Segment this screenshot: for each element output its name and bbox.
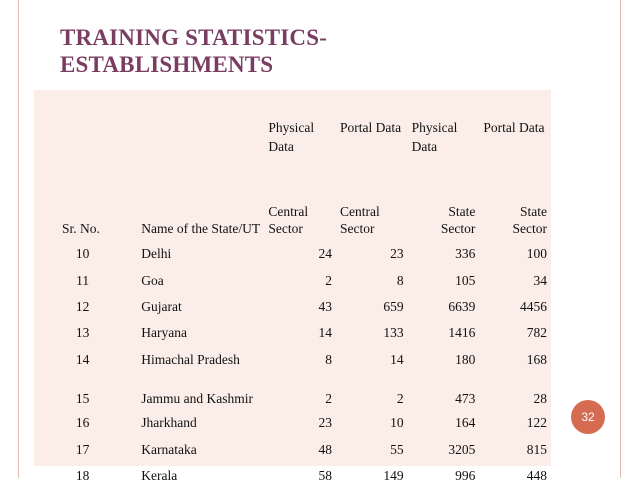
header-physical-central: Physical Data [268, 120, 315, 154]
state-name-cell: Gujarat [141, 298, 182, 314]
portal-state-cell: 28 [533, 390, 547, 406]
table-row [34, 241, 551, 267]
state-name-cell: Kerala [141, 467, 178, 483]
header-physical-state: Physical Data [411, 120, 458, 154]
sr-no-cell: 18 [75, 467, 90, 483]
header-row-data-type [34, 118, 551, 158]
title-line-2: ESTABLISHMENTS [60, 52, 274, 77]
state-name-cell: Jharkhand [141, 415, 197, 431]
portal-central-cell: 10 [390, 415, 404, 431]
physical-central-cell: 23 [318, 415, 333, 431]
state-name-cell: Goa [141, 272, 164, 288]
page-number-badge: 32 [571, 400, 605, 434]
portal-state-cell: 782 [526, 325, 547, 341]
portal-state-cell: 815 [526, 441, 547, 457]
header-state-sector-2: State Sector [512, 204, 547, 236]
portal-state-cell: 448 [526, 467, 547, 483]
state-name-cell: Haryana [141, 325, 188, 341]
physical-central-cell: 2 [325, 272, 333, 288]
title-line-1: TRAINING STATISTICS- [60, 25, 328, 50]
header-state-name: Name of the State/UT [141, 221, 261, 236]
right-border-line [620, 0, 621, 478]
portal-state-cell: 100 [526, 246, 547, 262]
portal-central-cell: 133 [383, 325, 404, 341]
table-row [34, 373, 551, 410]
physical-state-cell: 105 [455, 272, 476, 288]
sr-no-cell: 17 [75, 441, 90, 457]
physical-state-cell: 996 [455, 467, 476, 483]
header-state-sector-1: State Sector [440, 204, 476, 236]
portal-state-cell: 34 [533, 272, 547, 288]
portal-central-cell: 14 [390, 351, 404, 367]
portal-state-cell: 4456 [520, 298, 547, 314]
physical-central-cell: 48 [318, 441, 333, 457]
physical-state-cell: 3205 [448, 441, 476, 457]
sr-no-cell: 11 [76, 272, 90, 288]
portal-central-cell: 8 [396, 272, 404, 288]
physical-state-cell: 473 [455, 390, 476, 406]
table-row [34, 436, 551, 462]
statistics-table [34, 118, 551, 489]
header-row-columns [34, 158, 551, 241]
portal-central-cell: 2 [396, 390, 404, 406]
header-central-sector-2: Central Sector [340, 204, 380, 236]
sr-no-cell: 16 [75, 415, 90, 431]
physical-state-cell: 164 [455, 415, 476, 431]
table-row [34, 320, 551, 346]
header-portal-central: Portal Data [340, 120, 402, 135]
state-name-cell: Himachal Pradesh [141, 351, 240, 367]
table-row [34, 463, 551, 489]
physical-central-cell: 8 [325, 351, 333, 367]
statistics-table-panel [34, 90, 551, 483]
portal-central-cell: 55 [390, 441, 404, 457]
portal-central-cell: 149 [383, 467, 404, 483]
physical-state-cell: 1416 [448, 325, 476, 341]
table-row [34, 294, 551, 320]
header-portal-state: Portal Data [483, 120, 545, 135]
sr-no-cell: 14 [75, 351, 90, 367]
sr-no-cell: 10 [75, 246, 90, 262]
physical-state-cell: 180 [455, 351, 476, 367]
portal-central-cell: 659 [383, 298, 404, 314]
table-row [34, 410, 551, 436]
table-row [34, 347, 551, 373]
portal-state-cell: 122 [526, 415, 547, 431]
sr-no-cell: 15 [75, 390, 90, 406]
slide-title [60, 24, 480, 78]
physical-central-cell: 14 [318, 325, 333, 341]
portal-central-cell: 23 [390, 246, 404, 262]
table-row [34, 267, 551, 293]
left-border-line [18, 0, 19, 478]
physical-central-cell: 24 [318, 246, 333, 262]
physical-central-cell: 58 [318, 467, 333, 483]
physical-central-cell: 43 [318, 298, 333, 314]
header-sr-no: Sr. No. [62, 221, 100, 236]
header-empty-name [131, 118, 264, 158]
physical-state-cell: 336 [455, 246, 476, 262]
state-name-cell: Karnataka [141, 441, 197, 457]
state-name-cell: Delhi [141, 246, 172, 262]
header-central-sector-1: Central Sector [268, 204, 309, 236]
sr-no-cell: 13 [75, 325, 90, 341]
sr-no-cell: 12 [75, 298, 90, 314]
portal-state-cell: 168 [526, 351, 547, 367]
physical-state-cell: 6639 [448, 298, 476, 314]
physical-central-cell: 2 [325, 390, 333, 406]
header-empty-sr [34, 118, 131, 158]
state-name-cell: Jammu and Kashmir [141, 390, 254, 406]
